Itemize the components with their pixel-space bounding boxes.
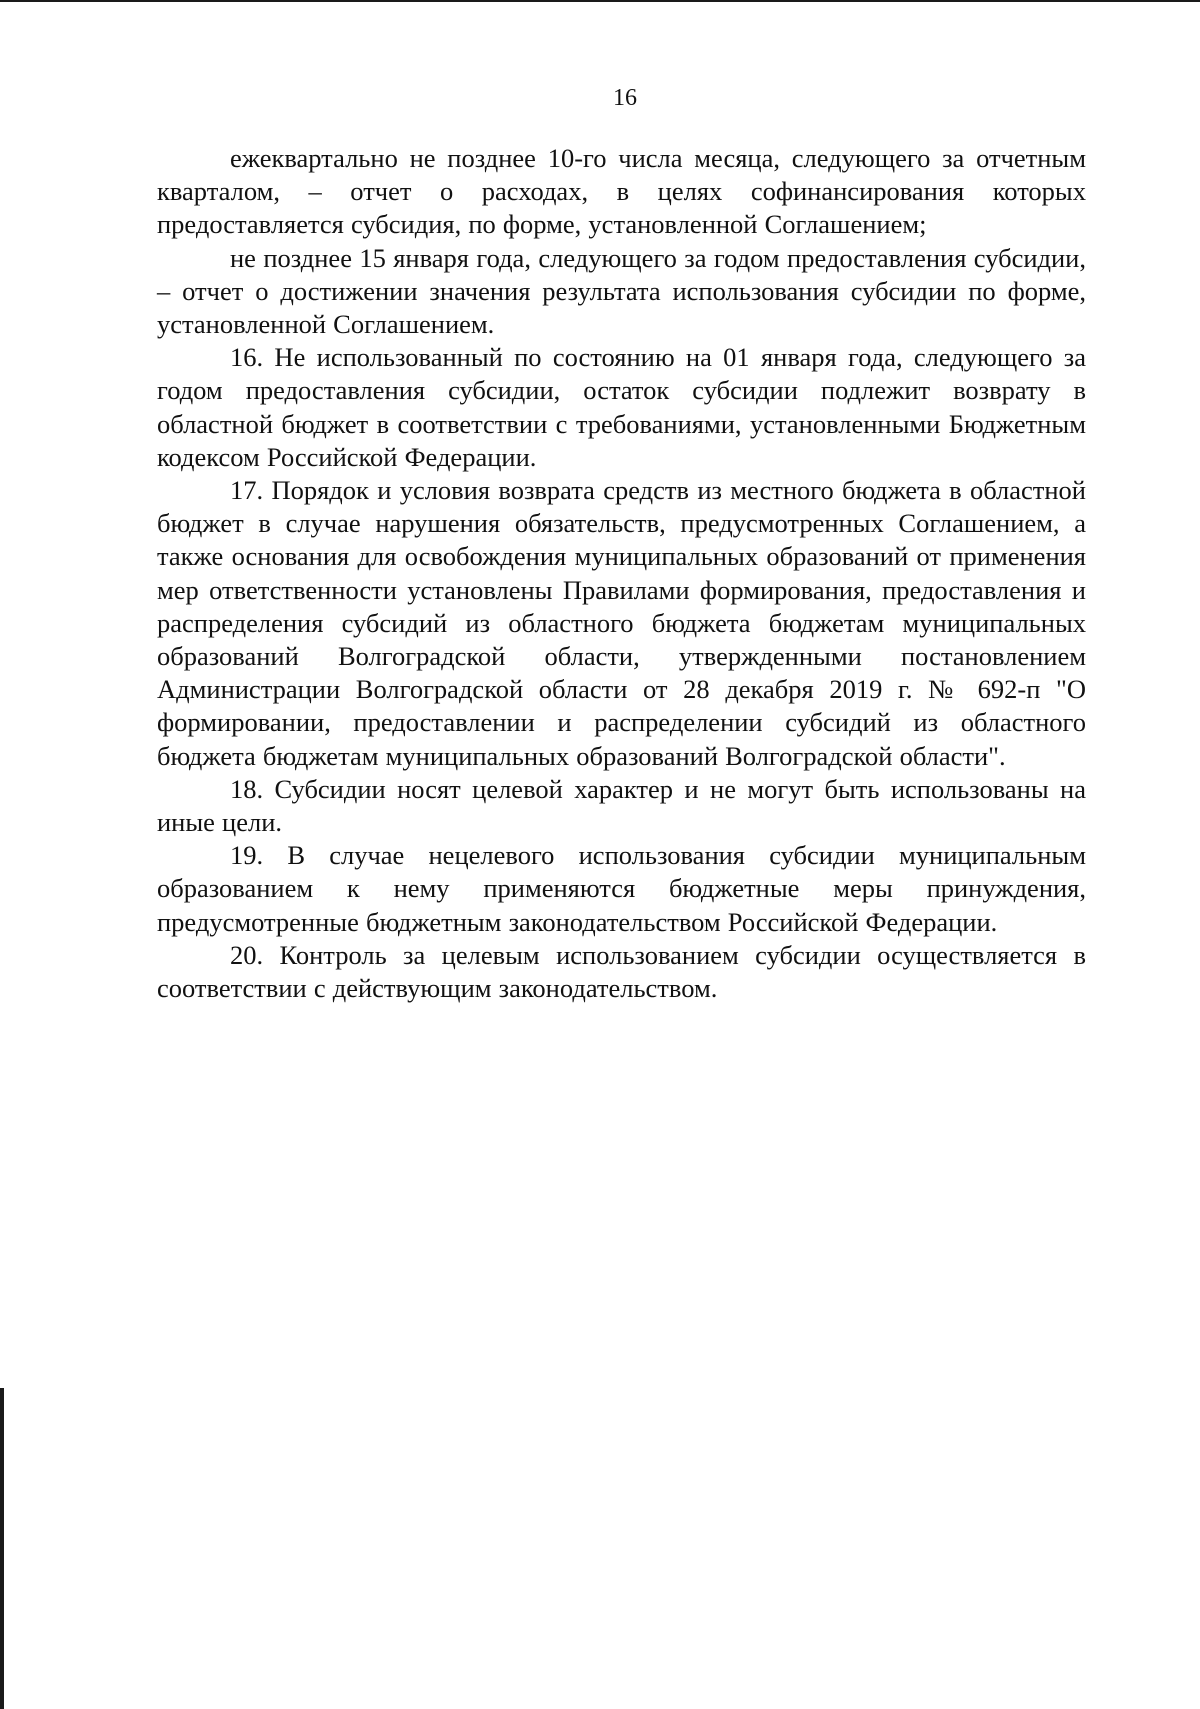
document-body [157,142,1086,1005]
paragraph-annual-report: не позднее 15 января года, следующего за годом предоставления субсидии, – отчет о достижении значения результата использования субсидии по форме, установленной Соглашением. [157,242,1086,340]
scan-edge-left [0,1388,4,1709]
paragraph-item-18: 18. Субсидии носят целевой характер и не могут быть использованы на иные цели. [157,773,1086,838]
scan-edge-top [0,0,1200,2]
paragraph-item-17: 17. Порядок и условия возврата средств из местного бюджета в областной бюджет в случае нарушения обязательств, предусмотренных Соглашением, а также основания для освобождения муниципальных образований от применения мер ответственности установлены Правилами формирования, предоставления и распределения субсидий из областного бюджета бюджетам муниципальных образований Волгоградской области, утвержденными постановлением Администрации Волгоградской области от 28 декабря 2019 г. № 692-п "О формировании, предоставлении и распределении субсидий из областного бюджета бюджетам муниципальных образований Волгоградской области". [157,475,1086,771]
paragraph-item-19: 19. В случае нецелевого использования субсидии муниципальным образованием к нему применяются бюджетные меры принуждения, предусмотренные бюджетным законодательством Российской Федерации. [157,840,1086,937]
page-number: 16 [613,85,637,111]
paragraph-item-20: 20. Контроль за целевым использованием субсидии осуществляется в соответствии с действующим законодательством. [157,939,1086,1004]
paragraph-item-16: 16. Не использованный по состоянию на 01 января года, следующего за годом предоставления субсидии, остаток субсидии подлежит возврату в областной бюджет в соответствии с требованиями, установленными Бюджетным кодексом Российской Федерации. [157,342,1086,472]
paragraph-quarterly-report: ежеквартально не позднее 10-го числа месяца, следующего за отчетным кварталом, – отчет о расходах, в целях софинансирования которых предоставляется субсидия, по форме, установленной Соглашением; [157,143,1086,240]
